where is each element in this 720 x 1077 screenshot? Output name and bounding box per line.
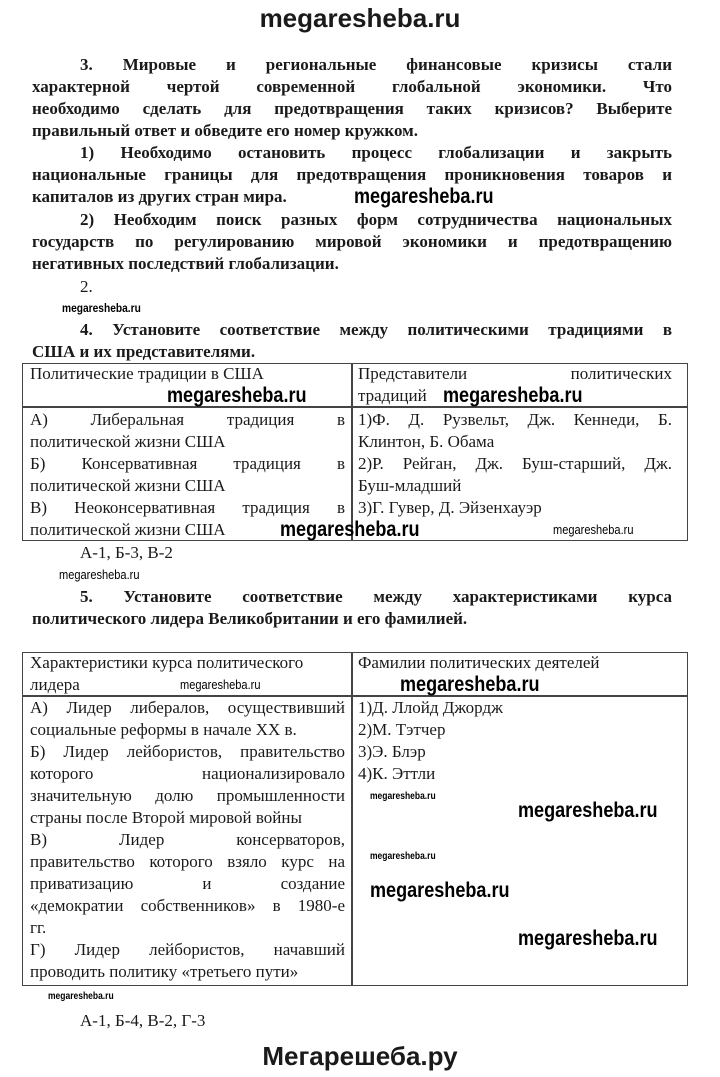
q4-right-cell: 1)Ф. Д. Рузвельт, Дж. Кеннеди, Б. bbox=[358, 410, 672, 429]
q5-answer: А-1, Б-4, В-2, Г-3 bbox=[80, 1011, 206, 1030]
q4-text: США и их представителями. bbox=[32, 342, 256, 361]
watermark: megaresheba.ru bbox=[354, 185, 494, 208]
q4-left-cell: политической жизни США bbox=[30, 520, 226, 539]
q4-header-right: традиций bbox=[358, 386, 427, 405]
watermark: megaresheba.ru bbox=[62, 301, 141, 315]
watermark: megaresheba.ru bbox=[370, 851, 436, 862]
watermark: megaresheba.ru bbox=[443, 384, 583, 407]
site-footer[interactable]: Мегарешеба.ру bbox=[262, 1041, 458, 1071]
q4-answer: А-1, Б-3, В-2 bbox=[80, 543, 173, 562]
watermark: megaresheba.ru bbox=[180, 677, 261, 692]
q3-option-1: национальные границы для предотвращения проникновения товаров и bbox=[32, 165, 672, 184]
q4-left-cell: политической жизни США bbox=[30, 476, 226, 495]
watermark: megaresheba.ru bbox=[59, 567, 140, 582]
watermark: megaresheba.ru bbox=[167, 384, 307, 407]
watermark: megaresheba.ru bbox=[370, 879, 510, 902]
q4-right-cell: Клинтон, Б. Обама bbox=[358, 432, 495, 451]
q3-option-1: 1) Необходимо остановить процесс глобализации и закрыть bbox=[80, 143, 672, 162]
q5-header-right: Фамилии политических деятелей bbox=[358, 653, 600, 672]
q4-left-cell: А) Либеральная традиция в bbox=[30, 410, 345, 429]
q4-left-cell: Б) Консервативная традиция в bbox=[30, 454, 345, 473]
q3-text: необходимо сделать для предотвращения таких кризисов? Выберите bbox=[32, 99, 672, 118]
q4-right-cell: Буш-младший bbox=[358, 476, 462, 495]
q5-right-cell: 2)М. Тэтчер bbox=[358, 720, 446, 739]
q3-answer: 2. bbox=[80, 277, 93, 296]
q3-option-2: негативных последствий глобализации. bbox=[32, 254, 339, 273]
table-divider bbox=[351, 652, 353, 986]
q5-text: политического лидера Великобритании и его фамилией. bbox=[32, 609, 468, 628]
q4-header-left: Политические традиции в США bbox=[30, 364, 264, 383]
q5-left-cell: гг. bbox=[30, 918, 47, 937]
watermark: megaresheba.ru bbox=[48, 991, 114, 1002]
watermark: megaresheba.ru bbox=[518, 927, 658, 950]
q5-left-cell: которого национализировало bbox=[30, 764, 345, 783]
q5-left-cell: страны после Второй мировой войны bbox=[30, 808, 302, 827]
q5-right-cell: 1)Д. Ллойд Джордж bbox=[358, 698, 503, 717]
q5-left-cell: Г) Лидер лейбористов, начавший bbox=[30, 940, 345, 959]
q4-left-cell: В) Неоконсервативная традиция в bbox=[30, 498, 345, 517]
q5-left-cell: «демократии собственников» в 1980-е bbox=[30, 896, 345, 915]
q5-left-cell: Б) Лидер лейбористов, правительство bbox=[30, 742, 345, 761]
table-divider bbox=[351, 363, 353, 541]
q4-text: 4. Установите соответствие между политическими традициями в bbox=[80, 320, 672, 339]
watermark: megaresheba.ru bbox=[370, 791, 436, 802]
site-header[interactable]: megaresheba.ru bbox=[259, 3, 461, 33]
q5-left-cell: приватизацию и создание bbox=[30, 874, 345, 893]
watermark: megaresheba.ru bbox=[518, 799, 658, 822]
q3-text: правильный ответ и обведите его номер кружком. bbox=[32, 121, 419, 140]
q4-right-cell: 2)Р. Рейган, Дж. Буш-старший, Дж. bbox=[358, 454, 672, 473]
q3-option-2: 2) Необходим поиск разных форм сотрудничества национальных bbox=[80, 210, 672, 229]
q4-header-right: Представители политических bbox=[358, 364, 672, 383]
q5-left-cell: правительство которого взяло курс на bbox=[30, 852, 345, 871]
q3-option-2: государств по регулированию мировой экономики и предотвращению bbox=[32, 232, 672, 251]
q5-left-cell: проводить политику «третьего пути» bbox=[30, 962, 299, 981]
q5-left-cell: значительную долю промышленности bbox=[30, 786, 345, 805]
q5-left-cell: В) Лидер консерваторов, bbox=[30, 830, 345, 849]
q4-left-cell: политической жизни США bbox=[30, 432, 226, 451]
q5-header-left: лидера bbox=[30, 675, 80, 694]
watermark: megaresheba.ru bbox=[553, 522, 634, 537]
q3-text: характерной чертой современной глобальной экономики. Что bbox=[32, 77, 672, 96]
watermark: megaresheba.ru bbox=[400, 673, 540, 696]
q3-option-1: капиталов из других стран мира. bbox=[32, 187, 287, 206]
q5-right-cell: 4)К. Эттли bbox=[358, 764, 436, 783]
q4-right-cell: 3)Г. Гувер, Д. Эйзенхауэр bbox=[358, 498, 542, 517]
q5-left-cell: А) Лидер либералов, осуществивший bbox=[30, 698, 345, 717]
q3-text: 3. Мировые и региональные финансовые кризисы стали bbox=[80, 55, 672, 74]
watermark: megaresheba.ru bbox=[280, 518, 420, 541]
q5-header-left: Характеристики курса политического bbox=[30, 653, 304, 672]
q5-right-cell: 3)Э. Блэр bbox=[358, 742, 426, 761]
q5-left-cell: социальные реформы в начале XX в. bbox=[30, 720, 297, 739]
q5-text: 5. Установите соответствие между характеристиками курса bbox=[80, 587, 672, 606]
